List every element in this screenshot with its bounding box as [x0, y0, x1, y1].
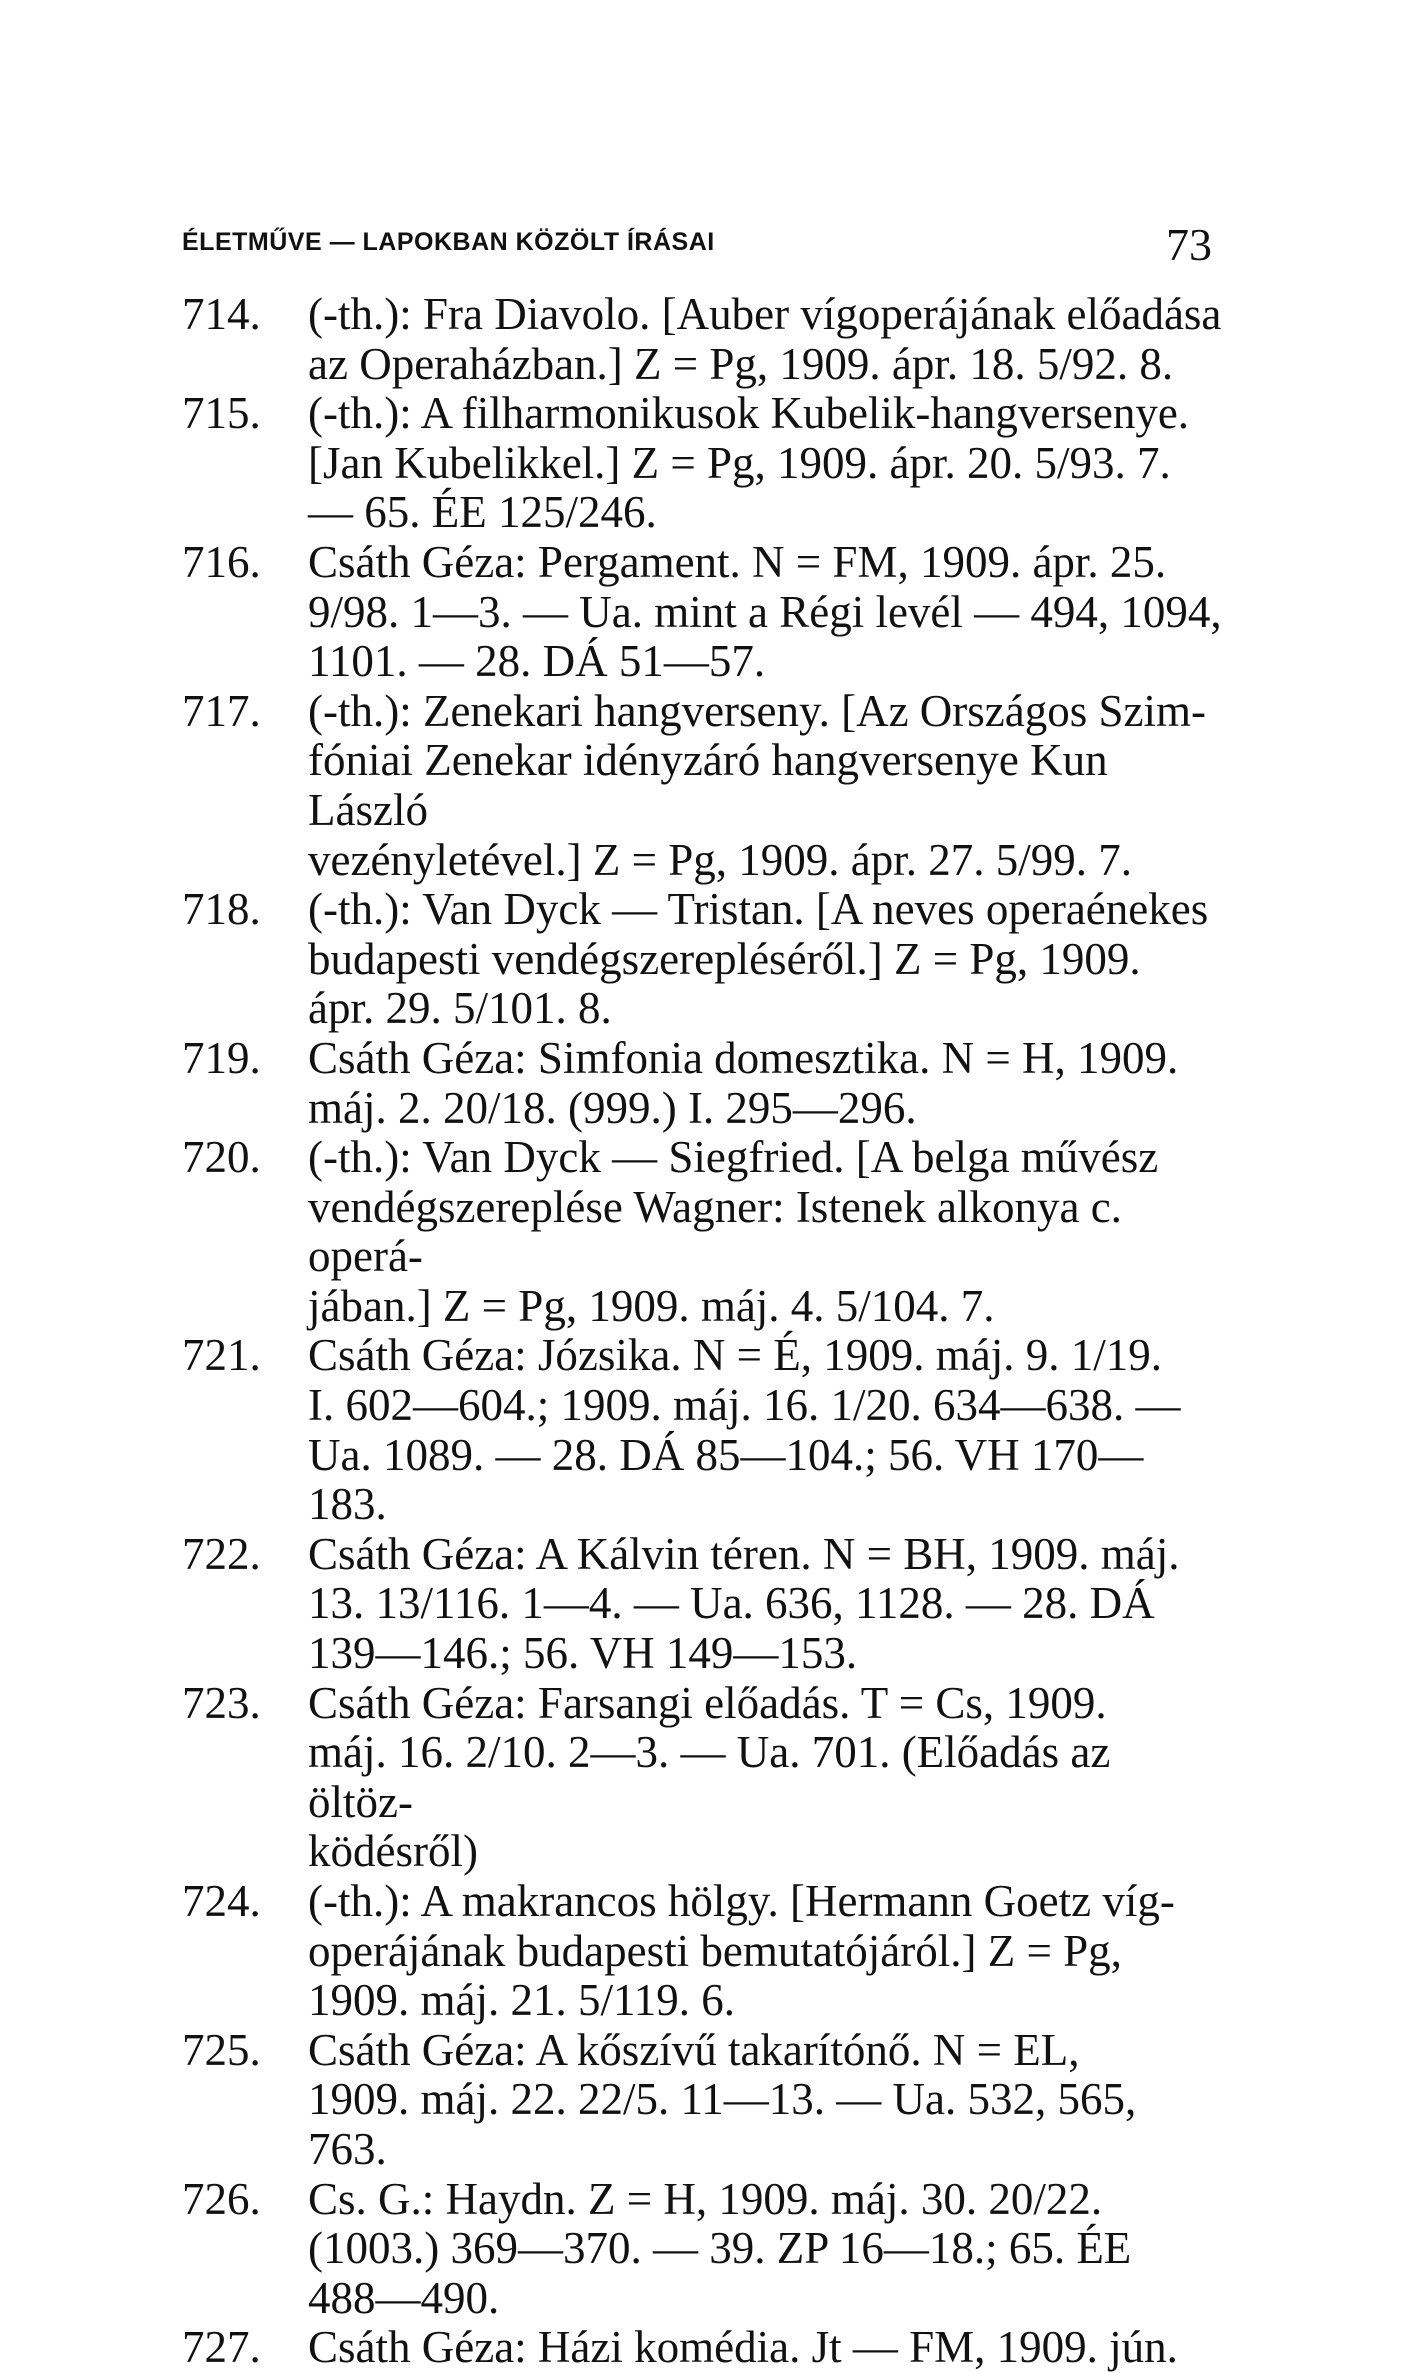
entry-number: 726. [182, 2173, 261, 2224]
entry-text: (-th.): Fra Diavolo. [Auber vígoperájának előadása az Operaházban.] Z = Pg, 1909. ápr. 18. 5/92. 8. [308, 289, 1222, 389]
entry-number: 723. [182, 1677, 261, 1728]
bibliography-entry [182, 2323, 1222, 2373]
running-head [182, 218, 1212, 278]
entry-number: 727. [182, 2322, 261, 2373]
entry-number: 722. [182, 1528, 261, 1579]
entry-number: 715. [182, 388, 261, 439]
entry-number: 720. [182, 1132, 261, 1183]
entry-text: Csáth Géza: Simfonia domesztika. N = H, 1909. máj. 2. 20/18. (999.) I. 295—296. [308, 1032, 1179, 1133]
entry-text: (-th.): Zenekari hangverseny. [Az Országos Szim- fóniai Zenekar idényzáró hangversenye Kun László vezényletével.] Z = Pg, 1909. ápr. 27. 5/99. 7. [308, 685, 1207, 885]
entry-text: Cs. G.: Haydn. Z = H, 1909. máj. 30. 20/22. (1003.) 369—370. — 39. ZP 16—18.; 65. ÉE 488—490. [308, 2173, 1132, 2323]
entry-text: Csáth Géza: Farsangi előadás. T = Cs, 1909. máj. 16. 2/10. 2—3. — Ua. 701. (Előadás az öltöz- ködésről) [308, 1677, 1111, 1877]
entry-number: 718. [182, 884, 261, 935]
bibliography-entry [182, 2175, 1222, 2324]
bibliography-entry [182, 538, 1222, 687]
page-number: 73 [1166, 219, 1212, 270]
entry-number: 717. [182, 685, 261, 736]
bibliography-entry [182, 2026, 1222, 2175]
entry-text: Csáth Géza: A kőszívű takarítónő. N = EL, 1909. máj. 22. 22/5. 11—13. — Ua. 532, 565, 763. [308, 2024, 1137, 2174]
bibliography-entry [182, 1877, 1222, 2026]
entry-text: (-th.): A makrancos hölgy. [Hermann Goetz víg- operájának budapesti bemutatójáról.] Z = Pg, 1909. máj. 21. 5/119. 6. [308, 1876, 1175, 2026]
entry-number: 714. [182, 289, 261, 339]
bibliography-entry [182, 1530, 1222, 1679]
entry-text: Csáth Géza: Házi komédia. Jt — FM, 1909. jún. [308, 2322, 1178, 2373]
bibliography-entry [182, 1133, 1222, 1331]
entry-text: (-th.): Van Dyck — Siegfried. [A belga művész vendégszereplése Wagner: Istenek alkonya c. operá- jában.] Z = Pg, 1909. máj. 4. 5/104. 7. [308, 1132, 1159, 1331]
entry-text: (-th.): A filharmonikusok Kubelik-hangversenye. [Jan Kubelikkel.] Z = Pg, 1909. ápr. 20. 5/93. 7. — 65. ÉE 125/246. [308, 388, 1190, 538]
bibliography-entries [182, 290, 1222, 2373]
bibliography-entry [182, 1034, 1222, 1133]
bibliography-entry [182, 389, 1222, 538]
entry-text: Csáth Géza: Pergament. N = FM, 1909. ápr. 25. 9/98. 1—3. — Ua. mint a Régi levél — 494, 1094, 1101. — 28. DÁ 51—57. [308, 536, 1222, 687]
running-title: ÉLETMŰVE — LAPOKBAN KÖZÖLT ÍRÁSAI [182, 228, 715, 256]
entry-number: 725. [182, 2024, 261, 2075]
entry-number: 716. [182, 536, 261, 587]
entry-number: 719. [182, 1032, 261, 1083]
bibliography-entry [182, 1679, 1222, 1877]
bibliography-entry [182, 290, 1222, 389]
entry-text: Csáth Géza: A Kálvin téren. N = BH, 1909. máj. 13. 13/116. 1—4. — Ua. 636, 1128. — 28. DÁ 139—146.; 56. VH 149—153. [308, 1528, 1180, 1679]
bibliography-entry [182, 885, 1222, 1034]
entry-text: (-th.): Van Dyck — Tristan. [A neves operaénekes budapesti vendégszerepléséről.] Z = Pg, 1909. ápr. 29. 5/101. 8. [308, 884, 1209, 1034]
entry-number: 721. [182, 1330, 261, 1381]
bibliography-entry [182, 687, 1222, 885]
entry-text: Csáth Géza: Józsika. N = É, 1909. máj. 9. 1/19. I. 602—604.; 1909. máj. 16. 1/20. 634—638. — Ua. 1089. — 28. DÁ 85—104.; 56. VH 170—183. [308, 1330, 1181, 1530]
bibliography-entry [182, 1331, 1222, 1529]
entry-number: 724. [182, 1876, 261, 1926]
